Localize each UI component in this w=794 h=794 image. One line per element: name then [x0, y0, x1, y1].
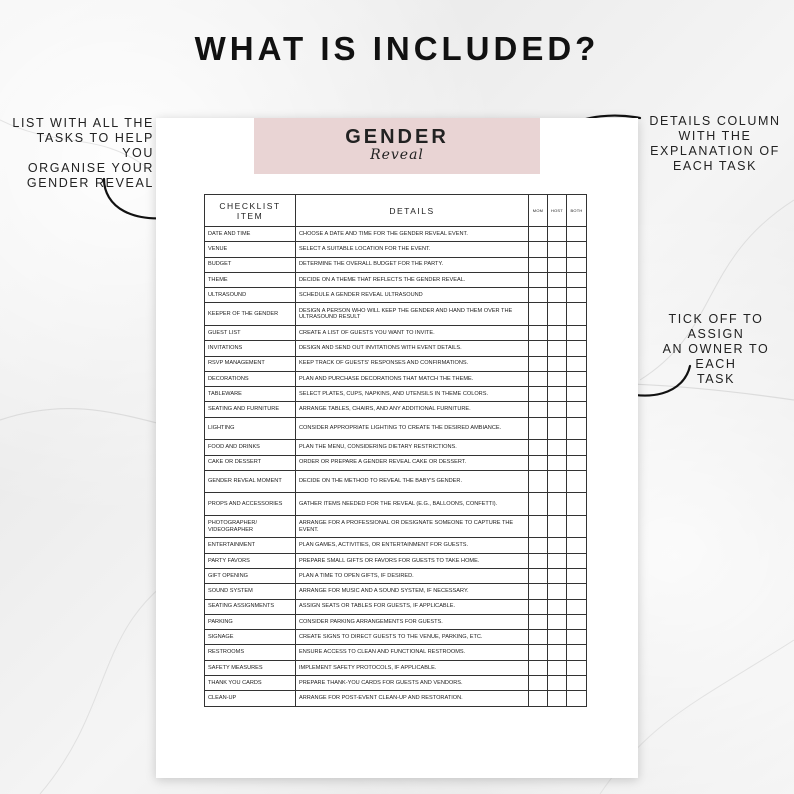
- tick-box-host[interactable]: [548, 356, 567, 371]
- tick-box-host[interactable]: [548, 402, 567, 417]
- tick-box-host[interactable]: [548, 242, 567, 257]
- tick-box-mom[interactable]: [529, 371, 548, 386]
- tick-box-both[interactable]: [567, 371, 587, 386]
- tick-box-mom[interactable]: [529, 440, 548, 455]
- note-tick-off: TICK OFF TO ASSIGN AN OWNER TO EACH TASK: [662, 312, 770, 386]
- tick-box-mom[interactable]: [529, 470, 548, 493]
- tick-box-both[interactable]: [567, 645, 587, 660]
- tick-box-host[interactable]: [548, 568, 567, 583]
- header-both: BOTH: [567, 195, 587, 227]
- tick-box-mom[interactable]: [529, 303, 548, 326]
- tick-box-both[interactable]: [567, 356, 587, 371]
- checklist-item: PARTY FAVORS: [205, 553, 296, 568]
- tick-box-both[interactable]: [567, 288, 587, 303]
- checklist-item: ULTRASOUND: [205, 288, 296, 303]
- task-details: CONSIDER PARKING ARRANGEMENTS FOR GUESTS.: [296, 614, 529, 629]
- checklist-item: SAFETY MEASURES: [205, 660, 296, 675]
- tick-box-both[interactable]: [567, 515, 587, 538]
- table-row: [205, 402, 587, 417]
- tick-box-both[interactable]: [567, 417, 587, 440]
- tick-box-both[interactable]: [567, 584, 587, 599]
- note-details-column: DETAILS COLUMN WITH THE EXPLANATION OF EACH TASK: [649, 114, 781, 173]
- tick-box-mom[interactable]: [529, 515, 548, 538]
- checklist-item: ENTERTAINMENT: [205, 538, 296, 553]
- header-host: HOST: [548, 195, 567, 227]
- table-row: [205, 371, 587, 386]
- tick-box-host[interactable]: [548, 470, 567, 493]
- tick-box-both[interactable]: [567, 553, 587, 568]
- checklist-item: PARKING: [205, 614, 296, 629]
- tick-box-both[interactable]: [567, 599, 587, 614]
- tick-box-both[interactable]: [567, 387, 587, 402]
- table-row: [205, 676, 587, 691]
- tick-box-host[interactable]: [548, 440, 567, 455]
- tick-box-host[interactable]: [548, 341, 567, 356]
- table-row: [205, 553, 587, 568]
- document-subtitle: Reveal: [370, 147, 424, 163]
- tick-box-mom[interactable]: [529, 356, 548, 371]
- checklist-item: KEEPER OF THE GENDER: [205, 303, 296, 326]
- tick-box-host[interactable]: [548, 645, 567, 660]
- table-row: [205, 493, 587, 516]
- checklist-item: BUDGET: [205, 257, 296, 272]
- tick-box-host[interactable]: [548, 455, 567, 470]
- checklist-item: THEME: [205, 272, 296, 287]
- tick-box-host[interactable]: [548, 303, 567, 326]
- tick-box-host[interactable]: [548, 288, 567, 303]
- checklist-item: DECORATIONS: [205, 371, 296, 386]
- table-row: [205, 303, 587, 326]
- table-row: [205, 417, 587, 440]
- table-row: [205, 470, 587, 493]
- task-details: DECIDE ON THE METHOD TO REVEAL THE BABY'S GENDER.: [296, 470, 529, 493]
- tick-box-mom[interactable]: [529, 630, 548, 645]
- table-row: [205, 227, 587, 242]
- tick-box-mom[interactable]: [529, 288, 548, 303]
- tick-box-host[interactable]: [548, 417, 567, 440]
- tick-box-both[interactable]: [567, 455, 587, 470]
- tick-box-both[interactable]: [567, 325, 587, 340]
- tick-box-both[interactable]: [567, 303, 587, 326]
- task-details: IMPLEMENT SAFETY PROTOCOLS, IF APPLICABLE.: [296, 660, 529, 675]
- tick-box-mom[interactable]: [529, 691, 548, 706]
- tick-box-host[interactable]: [548, 676, 567, 691]
- task-details: PLAN THE MENU, CONSIDERING DIETARY RESTRICTIONS.: [296, 440, 529, 455]
- task-details: CREATE SIGNS TO DIRECT GUESTS TO THE VENUE, PARKING, ETC.: [296, 630, 529, 645]
- table-row: [205, 341, 587, 356]
- table-row: [205, 257, 587, 272]
- tick-box-both[interactable]: [567, 227, 587, 242]
- task-details: PLAN AND PURCHASE DECORATIONS THAT MATCH THE THEME.: [296, 371, 529, 386]
- tick-box-mom[interactable]: [529, 272, 548, 287]
- tick-box-both[interactable]: [567, 257, 587, 272]
- tick-box-both[interactable]: [567, 614, 587, 629]
- tick-box-both[interactable]: [567, 568, 587, 583]
- task-details: SCHEDULE A GENDER REVEAL ULTRASOUND: [296, 288, 529, 303]
- table-row: [205, 568, 587, 583]
- task-details: DESIGN AND SEND OUT INVITATIONS WITH EVENT DETAILS.: [296, 341, 529, 356]
- tick-box-host[interactable]: [548, 630, 567, 645]
- task-details: DESIGN A PERSON WHO WILL KEEP THE GENDER AND HAND THEM OVER THE ULTRASOUND RESULT: [296, 303, 529, 326]
- checklist-item: VENUE: [205, 242, 296, 257]
- tick-box-host[interactable]: [548, 227, 567, 242]
- tick-box-host[interactable]: [548, 660, 567, 675]
- checklist-item: INVITATIONS: [205, 341, 296, 356]
- checklist-item: CLEAN-UP: [205, 691, 296, 706]
- checklist-item: SEATING ASSIGNMENTS: [205, 599, 296, 614]
- tick-box-mom[interactable]: [529, 676, 548, 691]
- tick-box-host[interactable]: [548, 599, 567, 614]
- checklist-item: DATE AND TIME: [205, 227, 296, 242]
- header-details: DETAILS: [296, 195, 529, 227]
- checklist-item: THANK YOU CARDS: [205, 676, 296, 691]
- checklist-page: [156, 118, 638, 778]
- tick-box-mom[interactable]: [529, 242, 548, 257]
- task-details: CREATE A LIST OF GUESTS YOU WANT TO INVITE.: [296, 325, 529, 340]
- title-banner: [254, 118, 540, 174]
- tick-box-mom[interactable]: [529, 568, 548, 583]
- note-task-list: LIST WITH ALL THE TASKS TO HELP YOU ORGANISE YOUR GENDER REVEAL: [12, 116, 154, 190]
- task-details: SELECT PLATES, CUPS, NAPKINS, AND UTENSILS IN THEME COLORS.: [296, 387, 529, 402]
- task-details: CHOOSE A DATE AND TIME FOR THE GENDER REVEAL EVENT.: [296, 227, 529, 242]
- table-row: [205, 272, 587, 287]
- tick-box-both[interactable]: [567, 272, 587, 287]
- table-row: [205, 387, 587, 402]
- task-details: ARRANGE FOR A PROFESSIONAL OR DESIGNATE SOMEONE TO CAPTURE THE EVENT.: [296, 515, 529, 538]
- table-row: [205, 660, 587, 675]
- task-details: ARRANGE FOR POST-EVENT CLEAN-UP AND RESTORATION.: [296, 691, 529, 706]
- document-title: GENDER: [345, 126, 449, 148]
- table-row: [205, 356, 587, 371]
- tick-box-mom[interactable]: [529, 325, 548, 340]
- tick-box-mom[interactable]: [529, 227, 548, 242]
- checklist-item: PHOTOGRAPHER/ VIDEOGRAPHER: [205, 515, 296, 538]
- tick-box-mom[interactable]: [529, 455, 548, 470]
- tick-box-host[interactable]: [548, 538, 567, 553]
- table-row: [205, 242, 587, 257]
- tick-box-mom[interactable]: [529, 257, 548, 272]
- checklist-item: LIGHTING: [205, 417, 296, 440]
- tick-box-host[interactable]: [548, 257, 567, 272]
- checklist-item: SIGNAGE: [205, 630, 296, 645]
- checklist-item: RESTROOMS: [205, 645, 296, 660]
- tick-box-both[interactable]: [567, 676, 587, 691]
- task-details: ASSIGN SEATS OR TABLES FOR GUESTS, IF APPLICABLE.: [296, 599, 529, 614]
- table-row: [205, 630, 587, 645]
- checklist-item: CAKE OR DESSERT: [205, 455, 296, 470]
- tick-box-host[interactable]: [548, 691, 567, 706]
- tick-box-both[interactable]: [567, 630, 587, 645]
- table-row: [205, 288, 587, 303]
- tick-box-both[interactable]: [567, 242, 587, 257]
- task-details: DECIDE ON A THEME THAT REFLECTS THE GENDER REVEAL.: [296, 272, 529, 287]
- table-row: [205, 455, 587, 470]
- checklist-item: GIFT OPENING: [205, 568, 296, 583]
- task-details: ORDER OR PREPARE A GENDER REVEAL CAKE OR DESSERT.: [296, 455, 529, 470]
- task-details: PREPARE SMALL GIFTS OR FAVORS FOR GUESTS TO TAKE HOME.: [296, 553, 529, 568]
- tick-box-mom[interactable]: [529, 493, 548, 516]
- checklist-table: [204, 194, 587, 707]
- table-row: [205, 599, 587, 614]
- tick-box-mom[interactable]: [529, 660, 548, 675]
- checklist-item: GENDER REVEAL MOMENT: [205, 470, 296, 493]
- checklist-item: GUEST LIST: [205, 325, 296, 340]
- tick-box-mom[interactable]: [529, 645, 548, 660]
- table-row: [205, 691, 587, 706]
- tick-box-both[interactable]: [567, 538, 587, 553]
- task-details: ENSURE ACCESS TO CLEAN AND FUNCTIONAL RESTROOMS.: [296, 645, 529, 660]
- tick-box-mom[interactable]: [529, 402, 548, 417]
- tick-box-host[interactable]: [548, 515, 567, 538]
- tick-box-mom[interactable]: [529, 553, 548, 568]
- checklist-item: RSVP MANAGEMENT: [205, 356, 296, 371]
- tick-box-both[interactable]: [567, 691, 587, 706]
- tick-box-mom[interactable]: [529, 417, 548, 440]
- task-details: ARRANGE FOR MUSIC AND A SOUND SYSTEM, IF NECESSARY.: [296, 584, 529, 599]
- table-row: [205, 325, 587, 340]
- tick-box-both[interactable]: [567, 402, 587, 417]
- tick-box-mom[interactable]: [529, 538, 548, 553]
- tick-box-both[interactable]: [567, 470, 587, 493]
- table-row: [205, 440, 587, 455]
- tick-box-both[interactable]: [567, 341, 587, 356]
- tick-box-host[interactable]: [548, 325, 567, 340]
- tick-box-both[interactable]: [567, 493, 587, 516]
- task-details: DETERMINE THE OVERALL BUDGET FOR THE PARTY.: [296, 257, 529, 272]
- tick-box-host[interactable]: [548, 272, 567, 287]
- table-row: [205, 645, 587, 660]
- tick-box-host[interactable]: [548, 371, 567, 386]
- task-details: PLAN GAMES, ACTIVITIES, OR ENTERTAINMENT FOR GUESTS.: [296, 538, 529, 553]
- checklist-item: SOUND SYSTEM: [205, 584, 296, 599]
- checklist-item: TABLEWARE: [205, 387, 296, 402]
- table-header-row: [205, 195, 587, 227]
- tick-box-host[interactable]: [548, 584, 567, 599]
- tick-box-mom[interactable]: [529, 599, 548, 614]
- tick-box-host[interactable]: [548, 614, 567, 629]
- task-details: PLAN A TIME TO OPEN GIFTS, IF DESIRED.: [296, 568, 529, 583]
- checklist-item: SEATING AND FURNITURE: [205, 402, 296, 417]
- task-details: PREPARE THANK-YOU CARDS FOR GUESTS AND VENDORS.: [296, 676, 529, 691]
- tick-box-mom[interactable]: [529, 584, 548, 599]
- table-row: [205, 614, 587, 629]
- task-details: ARRANGE TABLES, CHAIRS, AND ANY ADDITIONAL FURNITURE.: [296, 402, 529, 417]
- task-details: GATHER ITEMS NEEDED FOR THE REVEAL (E.G., BALLOONS, CONFETTI).: [296, 493, 529, 516]
- task-details: CONSIDER APPROPRIATE LIGHTING TO CREATE THE DESIRED AMBIANCE.: [296, 417, 529, 440]
- tick-box-mom[interactable]: [529, 614, 548, 629]
- header-checklist-item: CHECKLIST ITEM: [205, 195, 296, 227]
- tick-box-both[interactable]: [567, 440, 587, 455]
- checklist-item: PROPS AND ACCESSORIES: [205, 493, 296, 516]
- tick-box-both[interactable]: [567, 660, 587, 675]
- table-row: [205, 584, 587, 599]
- tick-box-mom[interactable]: [529, 341, 548, 356]
- page-headline: WHAT IS INCLUDED?: [194, 30, 600, 67]
- header-mom: MOM: [529, 195, 548, 227]
- task-details: KEEP TRACK OF GUESTS' RESPONSES AND CONFIRMATIONS.: [296, 356, 529, 371]
- tick-box-host[interactable]: [548, 387, 567, 402]
- table-row: [205, 538, 587, 553]
- checklist-item: FOOD AND DRINKS: [205, 440, 296, 455]
- tick-box-host[interactable]: [548, 553, 567, 568]
- tick-box-host[interactable]: [548, 493, 567, 516]
- table-row: [205, 515, 587, 538]
- task-details: SELECT A SUITABLE LOCATION FOR THE EVENT.: [296, 242, 529, 257]
- tick-box-mom[interactable]: [529, 387, 548, 402]
